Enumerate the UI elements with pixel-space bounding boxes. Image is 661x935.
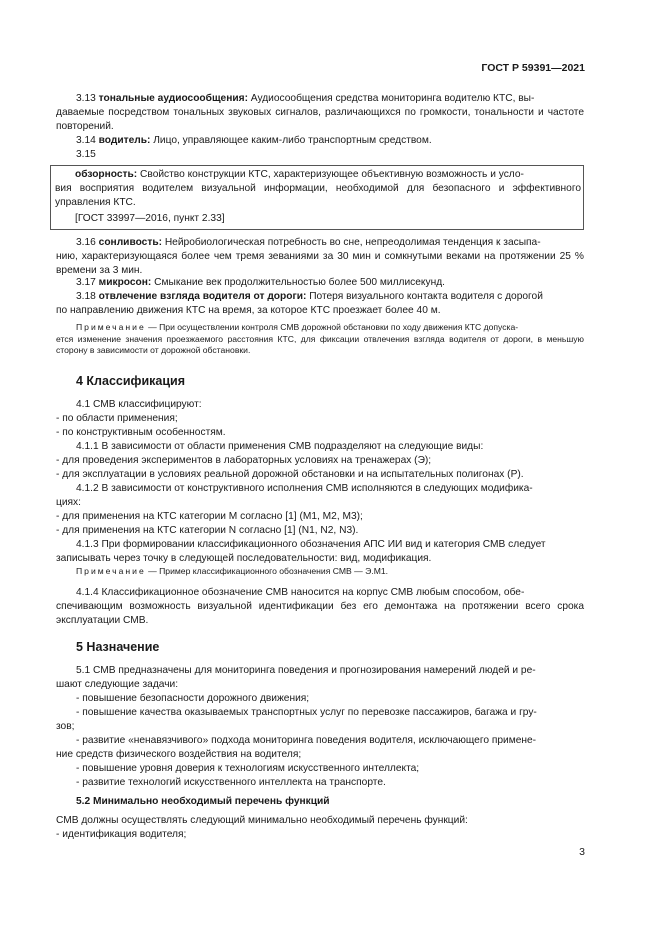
term-text: Свойство конструкции КТС, характеризующее объективную возможность и усло- xyxy=(137,169,524,180)
section-5-title: 5 Назначение xyxy=(76,640,160,654)
quoted-definition-box xyxy=(52,162,584,236)
list-item-cont: ние средств физического воздействия на водителя; xyxy=(56,749,302,760)
para-4-1-4 xyxy=(56,586,584,628)
subsection-5-2-title: 5.2 Минимально необходимый перечень функций xyxy=(76,796,330,807)
term-name: тональные аудиосообщения: xyxy=(98,93,248,104)
term-text: Смыкание век продолжительностью более 500 миллисекунд. xyxy=(151,277,445,288)
term-num: 3.18 xyxy=(76,291,96,302)
para-4-1: 4.1 СМВ классифицируют: xyxy=(76,399,202,410)
term-text: Лицо, управляющее каким-либо транспортным средством. xyxy=(150,135,432,146)
subsection-5-2-body xyxy=(56,814,584,842)
note-text: — При осуществлении контроля СМВ дорожной обстановки по ходу движения КТС допуска- xyxy=(145,322,519,332)
list-item: - для применения на КТС категории N согласно [1] (N1, N2, N3). xyxy=(56,525,359,536)
note-4-1-3 xyxy=(76,566,584,578)
term-text: Аудиосообщения средства мониторинга водителю КТС, вы- xyxy=(247,93,535,104)
list-item-cont: зов; xyxy=(56,721,75,732)
page-number: 3 xyxy=(579,846,585,858)
standard-designation: ГОСТ Р 59391—2021 xyxy=(481,62,585,74)
section-4-body xyxy=(56,398,584,566)
term-3-18 xyxy=(56,290,584,318)
term-text-cont: по направлению движения КТС на время, за которое КТС проезжает более 40 м. xyxy=(56,305,441,316)
note-text-cont: ется изменение значения проезжаемого расстояния КТС, для фиксации отвлечения взгляда водителя от дороги, в меньшую сторону в зависимости от дорожной обстановки. xyxy=(56,333,584,355)
term-num: 3.16 xyxy=(76,237,96,248)
para-4-1-3: 4.1.3 При формировании классификационного обозначения АПС ИИ вид и категория СМВ следует xyxy=(76,539,546,550)
term-3-13 xyxy=(56,92,584,134)
term-num: 3.14 xyxy=(76,135,96,146)
list-item: - для проведения экспериментов в лабораторных условиях на тренажерах (Э); xyxy=(56,455,432,466)
term-text-cont: вия восприятия водителем визуальной информации, необходимой для безопасного и эффективного управления КТС. xyxy=(55,183,581,208)
section-5-body xyxy=(56,664,584,790)
para-5-1: 5.1 СМВ предназначены для мониторинга поведения и прогнозирования намерений людей и ре- xyxy=(76,665,536,676)
list-item: - развитие технологий искусственного интеллекта на транспорте. xyxy=(76,777,386,788)
term-text: Нейробиологическая потребность во сне, непреодолимая тенденция к засыпа- xyxy=(161,237,541,248)
note-text: — Пример классификационного обозначения СМВ — Э.М1. xyxy=(145,566,389,576)
term-3-16 xyxy=(56,236,584,278)
note-3-18 xyxy=(56,322,584,357)
section-4-title: 4 Классификация xyxy=(76,374,186,388)
term-name: микросон: xyxy=(98,277,152,288)
term-3-15 xyxy=(76,148,584,162)
list-item: - для применения на КТС категории М согласно [1] (М1, М2, М3); xyxy=(56,511,363,522)
list-item: - для эксплуатации в условиях реальной дорожной обстановки и на испытательных полигонах (Р). xyxy=(56,469,524,480)
term-num: 3.15 xyxy=(76,149,96,160)
para-cont: шают следующие задачи: xyxy=(56,679,179,690)
term-text: Потеря визуального контакта водителя с дорогой xyxy=(306,291,543,302)
term-3-17 xyxy=(76,276,584,290)
list-item: - повышение уровня доверия к технологиям искусственного интеллекта; xyxy=(76,763,420,774)
para-text: 4.1.4 Классификационное обозначение СМВ наносится на корпус СМВ любым способом, обе- xyxy=(76,587,525,598)
para-4-1-1: 4.1.1 В зависимости от области применения СМВ подразделяют на следующие виды: xyxy=(76,441,484,452)
list-item: - по области применения; xyxy=(56,413,178,424)
para-cont: спечивающим возможность визуальной идентификации без его демонтажа на протяжении всего срока эксплуатации СМВ. xyxy=(56,601,584,626)
para-4-1-2: 4.1.2 В зависимости от конструктивного исполнения СМВ исполняются в следующих модифика- xyxy=(76,483,533,494)
list-item: - повышение безопасности дорожного движения; xyxy=(76,693,310,704)
term-text-cont: даваемые посредством тональных звуковых сигналов, различающихся по громкости, тональности и частоте повторений. xyxy=(56,107,584,132)
note-label: Примечание xyxy=(76,566,146,576)
term-name: обзорность: xyxy=(75,169,138,180)
definition-reference: [ГОСТ 33997—2016, пункт 2.33] xyxy=(75,213,225,224)
para-cont: записывать через точку в следующей последовательности: вид, модификация. xyxy=(56,553,432,564)
term-name: водитель: xyxy=(98,135,151,146)
term-name: отвлечение взгляда водителя от дороги: xyxy=(98,291,307,302)
term-text-cont: нию, характеризующаяся более чем тремя зеваниями за 30 мин и сомкнутыми веками на протяжении 25 % времени за 3 мин. xyxy=(56,251,584,276)
note-label: Примечание xyxy=(76,322,146,332)
term-num: 3.13 xyxy=(76,93,96,104)
list-item: - идентификация водителя; xyxy=(56,829,187,840)
term-3-14 xyxy=(76,134,584,148)
term-name: сонливость: xyxy=(98,237,162,248)
list-item: - повышение качества оказываемых транспортных услуг по перевозке пассажиров, багажа и гру- xyxy=(76,707,537,718)
para-text: СМВ должны осуществлять следующий минимально необходимый перечень функций: xyxy=(56,815,468,826)
para-cont: циях: xyxy=(56,497,81,508)
list-item: - развитие «ненавязчивого» подхода мониторинга поведения водителя, исключающего примене- xyxy=(76,735,537,746)
term-num: 3.17 xyxy=(76,277,96,288)
list-item: - по конструктивным особенностям. xyxy=(56,427,226,438)
